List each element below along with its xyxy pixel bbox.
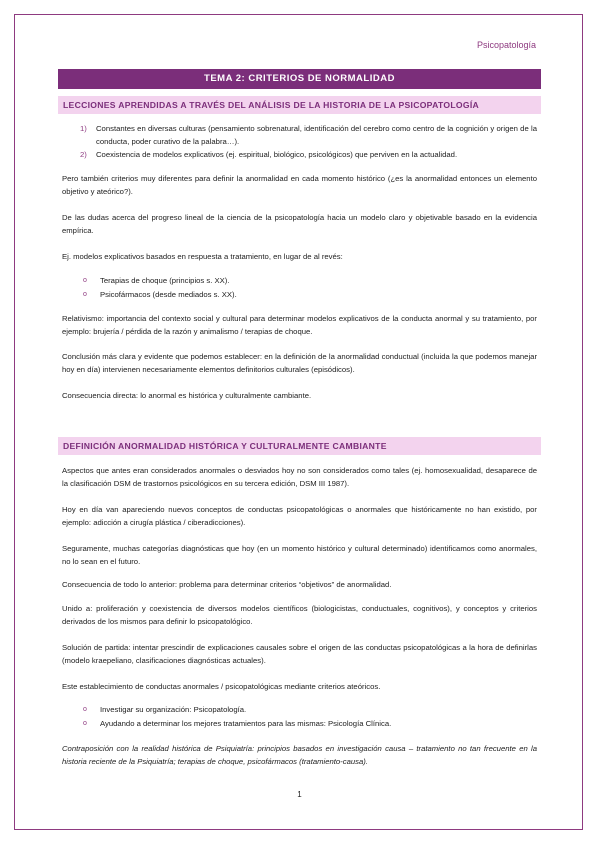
- paragraph: Consecuencia directa: lo anormal es histórica y culturalmente cambiante.: [62, 391, 312, 400]
- page-number: 1: [297, 790, 302, 799]
- bullet-icon: o: [83, 291, 87, 298]
- list-item-text: Investigar su organización: Psicopatología.: [100, 705, 247, 714]
- list-item: [62, 703, 537, 717]
- list-item-text: Psicofármacos (desde mediados s. XX).: [100, 290, 237, 299]
- paragraph: Unido a: proliferación y coexistencia de diversos modelos científicos (biologicistas, conductuales, cognitivos), y conceptos y criterios derivados de los mismos para definir lo psicopatológico.: [62, 604, 537, 626]
- bullet-icon: o: [83, 706, 87, 713]
- bullet-list: [62, 274, 537, 302]
- paragraph: Hoy en día van apareciendo nuevos conceptos de conductas psicopatológicas o anormales que históricamente no han existido, por ejemplo: adicción a cirugía plástica / ciberadicciones).: [62, 505, 537, 527]
- paragraph: Seguramente, muchas categorías diagnósticas que hoy (en un momento histórico y cultural determinado) identificamos como anormales, no lo sean en el futuro.: [62, 544, 537, 566]
- paragraph: Pero también criterios muy diferentes para definir la anormalidad en cada momento histórico (¿es la anormalidad entonces un elemento objetivo y ateórico?).: [62, 174, 537, 196]
- list-item-text: Coexistencia de modelos explicativos (ej. espiritual, biológico, psicológicos) que perviven en la actualidad.: [96, 150, 458, 159]
- paragraph: Conclusión más clara y evidente que podemos establecer: en la definición de la anormalidad conductual (incluida la que podemos manejar hoy en día) intervienen necesariamente elementos definitorios culturales (episódicos).: [62, 352, 537, 374]
- list-item-text: Terapias de choque (principios s. XX).: [100, 276, 230, 285]
- bullet-list: [62, 703, 537, 731]
- paragraph: De las dudas acerca del progreso lineal de la ciencia de la psicopatología hacia un modelo claro y objetivable basado en la evidencia empírica.: [62, 213, 537, 235]
- paragraph: Solución de partida: intentar prescindir de explicaciones causales sobre el origen de las conductas psicopatológicas a la hora de definirlas (modelo kraepeliano, clasificaciones diagnósticas actuales).: [62, 643, 537, 665]
- list-item: [62, 148, 537, 161]
- list-number: 1): [80, 124, 87, 133]
- list-item: [62, 288, 537, 302]
- paragraph: Aspectos que antes eran considerados anormales o desviados hoy no son considerados como tales (ej. homosexualidad, desaparece de la clasificación DSM de trastornos psicológicos en su tercera edición, DSM III 1987).: [62, 466, 537, 488]
- section-heading-lessons: LECCIONES APRENDIDAS A TRAVÉS DEL ANÁLISIS DE LA HISTORIA DE LA PSICOPATOLOGÍA: [58, 96, 541, 114]
- italic-paragraph: Contraposición con la realidad histórica de Psiquiatría: principios basados en investigación causa – tratamiento no tan frecuente en la historia reciente de la Psiquiatría; terapias de choque, psicofármacos (tratamiento-causa).: [62, 744, 537, 766]
- bullet-icon: o: [83, 277, 87, 284]
- paragraph: Relativismo: importancia del contexto social y cultural para determinar modelos explicativos de la conducta anormal y su tratamiento, por ejemplo: brujería / pérdida de la razón y animalismo / terapias de choque.: [62, 314, 537, 336]
- page-title: TEMA 2: CRITERIOS DE NORMALIDAD: [58, 69, 541, 89]
- list-item: [62, 274, 537, 288]
- lessons-numbered-list: [62, 122, 537, 161]
- list-item: [62, 122, 537, 148]
- paragraph: Ej. modelos explicativos basados en respuesta a tratamiento, en lugar de al revés:: [62, 252, 343, 261]
- list-item: [62, 717, 537, 731]
- list-item-text: Constantes en diversas culturas (pensamiento sobrenatural, identificación del cerebro como centro de la cognición y origen de la conducta, poder curativo de la palabra…).: [96, 124, 537, 146]
- paragraph: Consecuencia de todo lo anterior: problema para determinar criterios “objetivos” de anormalidad.: [62, 580, 392, 589]
- document-subject: Psicopatología: [476, 40, 536, 50]
- section-heading-definition: DEFINICIÓN ANORMALIDAD HISTÓRICA Y CULTURALMENTE CAMBIANTE: [58, 437, 541, 455]
- bullet-icon: o: [83, 720, 87, 727]
- list-number: 2): [80, 150, 87, 159]
- list-item-text: Ayudando a determinar los mejores tratamientos para las mismas: Psicología Clínica.: [100, 719, 392, 728]
- paragraph: Este establecimiento de conductas anormales / psicopatológicas mediante criterios ateóricos.: [62, 682, 381, 691]
